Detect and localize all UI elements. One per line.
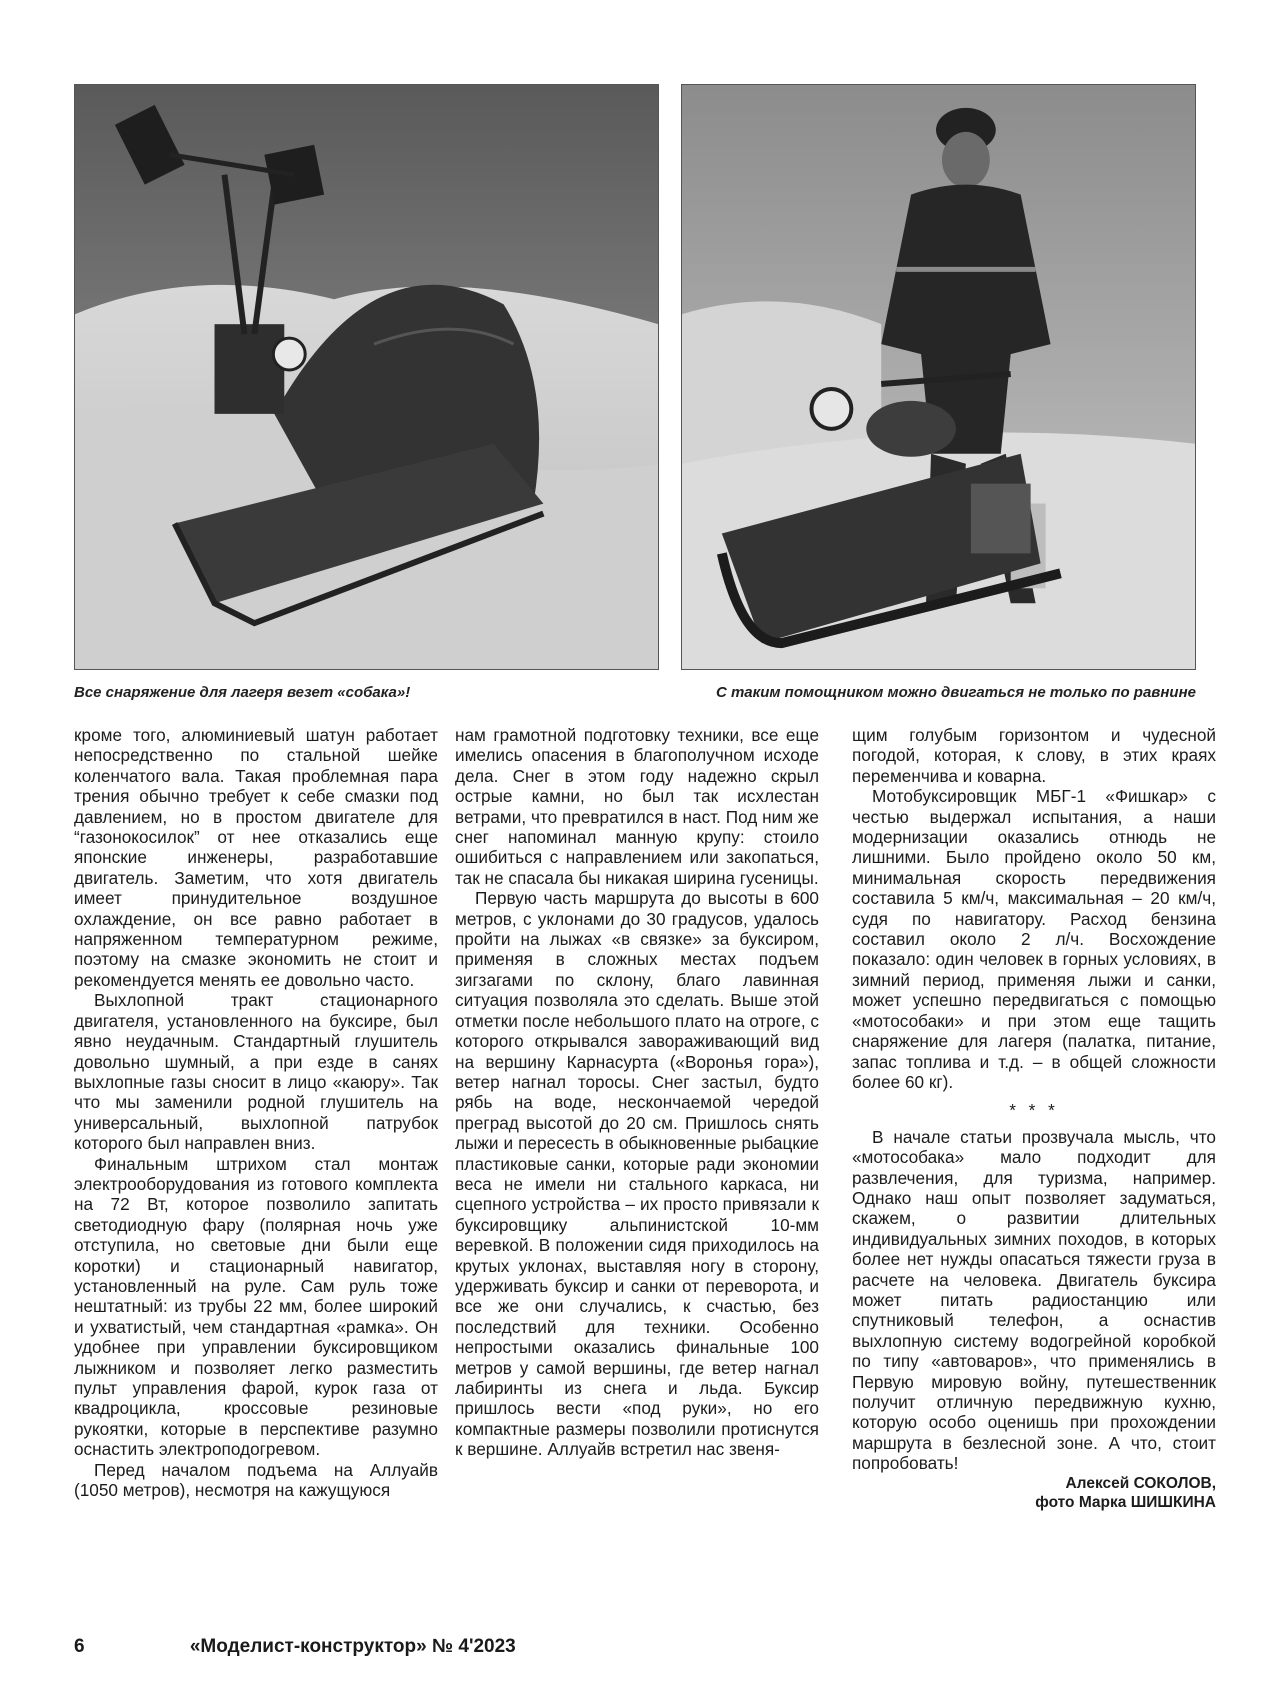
author-signature: Алексей СОКОЛОВ, bbox=[1065, 1474, 1216, 1492]
text-column-1 bbox=[74, 725, 438, 1500]
section-separator: * * * bbox=[1009, 1100, 1059, 1121]
caption-left: Все снаряжение для лагеря везет «собака»! bbox=[74, 684, 411, 701]
magazine-issue: «Моделист-конструктор» № 4'2023 bbox=[189, 1636, 516, 1657]
paragraph: Перед началом подъема на Аллуайв (1050 метров), несмотря на кажущуюся bbox=[74, 1459, 438, 1501]
photo-sled-with-tent bbox=[74, 84, 659, 670]
paragraph: Финальным штрихом стал монтаж электрооборудования из готового комплекта на 72 Вт, которое позволило запитать светодиодную фару (полярная ночь уже отступила, но световые дни были еще коротки) и стационарный навигатор, установленный на руле. Сам руль тоже нештатный: из трубы 22 мм, более широкий и ухватистый, чем стандартная «рамка». Он удобнее при управлении буксировщиком лыжником и позволяет легко разместить пульт управления фарой, курок газа от квадроцикла, кроссовые резиновые рукоятки, которые в перспективе разумно оснастить электроподогревом. bbox=[74, 1153, 438, 1460]
page-number: 6 bbox=[74, 1636, 85, 1657]
text-column-2 bbox=[455, 725, 819, 1460]
paragraph: Первую часть маршрута до высоты в 600 метров, с уклонами до 30 градусов, удалось пройти на лыжах «в связке» за буксиром, применяя в сложных местах подъем зигзагами по склону, благо лавинная ситуация позволяла это сделать. Выше этой отметки после небольшого плато на отроге, с которого открывался завораживающий вид на вершину Карнасурта («Воронья гора»), ветер нагнал торосы. Снег застыл, будто рябь на воде, нескончаемой чередой преград высотой до 20 см. Пришлось снять лыжи и пересесть в обыкновенные рыбацкие пластиковые санки, которые ради экономии веса не имели ни стального каркаса, ни сцепного устройства – их просто привязали к буксировщику альпинистской 10-мм веревкой. В положении сидя приходилось на крутых уклонах, выставляя ногу в сторону, удерживать буксир и санки от переворота, и все же они случались, к счастью, без последствий для техники. Особенно непростыми оказались финальные 100 метров у самой вершины, где ветер нагнал лабиринты из снега и льда. Буксир пришлось вести «под руки», но его компактные размеры позволили протиснутся к вершине. Аллуайв встретил нас звеня- bbox=[455, 888, 820, 1460]
page-footer bbox=[74, 1636, 516, 1658]
photo-man-with-tow bbox=[681, 84, 1196, 670]
photo-credit: фото Марка ШИШКИНА bbox=[1035, 1493, 1216, 1511]
photo-sled-illustration bbox=[75, 85, 658, 669]
text-column-3 bbox=[852, 725, 1216, 1512]
paragraph: Мотобуксировщик МБГ-1 «Фишкар» с честью выдержал испытания, а наши модернизации оказались отнюдь не лишними. Было пройдено около 50 км, минимальная скорость передвижения составила 5 км/ч, максимальная – 20 км/ч, судя по навигатору. Расход бензина составил около 2 л/ч. Восхождение показало: один человек в горных условиях, в зимний период, применяя лыжи и санки, может успешно передвигаться с помощью «мотособаки» и при этом еще тащить снаряжение для лагеря (палатка, питание, запас топлива и т.д. – в общей сложности более 60 кг). bbox=[852, 786, 1216, 1092]
paragraph: кроме того, алюминиевый шатун работает непосредственно по стальной шейке коленчатого вала. Такая проблемная пара трения обычно требует к себе смазки под давлением, но в простом двигателе для “газонокосилок” от нее отказались еще японские инженеры, разработавшие двигатель. Заметим, что хотя двигатель имеет принудительное воздушное охлаждение, он все равно работает в напряженном температурном режиме, поэтому на смазке экономить не стоит и рекомендуется менять ее довольно часто. bbox=[74, 725, 438, 990]
paragraph: нам грамотной подготовку техники, все еще имелись опасения в благополучном исходе дела. Снег в этом году надежно скрыл острые камни, но был так исхлестан ветрами, что превратился в наст. Под ним же снег напоминал манную крупу: стоило ошибиться с направлением или закопаться, так не спасала бы никакая ширина гусеницы. bbox=[455, 725, 819, 888]
caption-right: С таким помощником можно двигаться не только по равнине bbox=[715, 684, 1196, 701]
photo-man-illustration bbox=[682, 85, 1195, 669]
paragraph: Выхлопной тракт стационарного двигателя, установленного на буксире, был явно неудачным. Стандартный глушитель довольно шумный, а при езде в санях выхлопные газы сносит в лицо «каюру». Так что мы заменили родной глушитель на универсальный, выхлопной патрубок которого был направлен вниз. bbox=[74, 990, 438, 1154]
paragraph: В начале статьи прозвучала мысль, что «мотособака» мало подходит для развлечения, для туризма, например. Однако наш опыт позволяет задуматься, скажем, о развитии длительных индивидуальных зимних походов, в которых более нет нужды опасаться тяжести груза в расчете на человека. Двигатель буксира может питать радиостанцию или спутниковый телефон, а оснастив выхлопную систему водогрейной коробкой по типу «автоваров», что применялись в Первую мировую войну, путешественник получит отличную передвижную кухню, которую особо оценишь при прохождении маршрута в безлесной зоне. А что, стоит попробовать! bbox=[852, 1126, 1216, 1474]
paragraph: щим голубым горизонтом и чудесной погодой, которая, к слову, в этих краях переменчива и коварна. bbox=[852, 725, 1216, 786]
